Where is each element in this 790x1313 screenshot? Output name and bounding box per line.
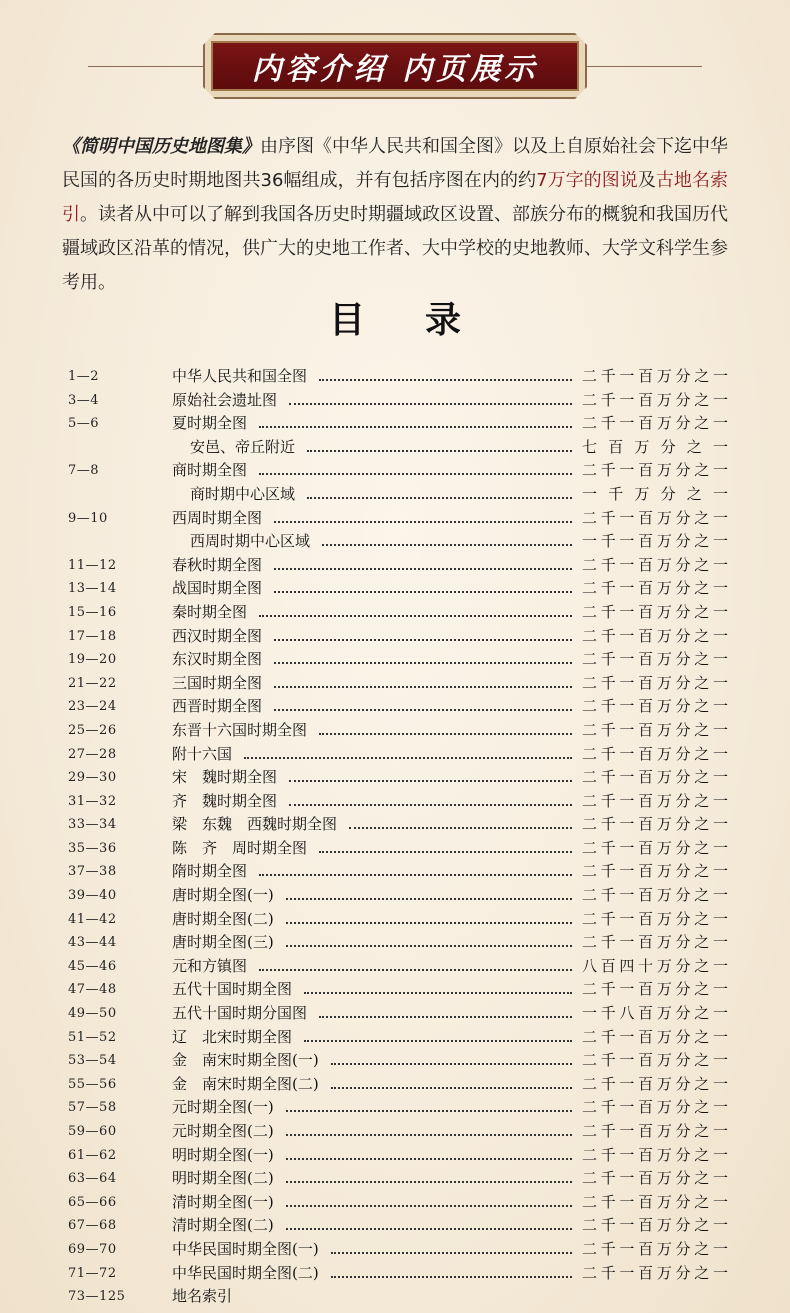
toc-page-range: 69—70 [68,1241,117,1257]
toc-map-scale: 二千一百万分之一 [582,815,728,834]
toc-map-name: 原始社会遗址图 [172,390,278,409]
toc-page-range: 67—68 [68,1218,117,1234]
toc-row [68,743,728,767]
toc-row [68,1167,728,1191]
toc-map-name: 西晋时期全图 [172,697,263,716]
toc-map-name: 宋 魏时期全图 [172,768,278,787]
toc-row [68,1002,728,1026]
toc-row [68,648,728,672]
toc-map-name: 明时期全图(二) [172,1169,274,1188]
toc-map-scale: 一千八百万分之一 [582,1004,728,1023]
toc-row [68,530,728,554]
toc-leader-dots [322,544,572,546]
toc-page-range: 45—46 [68,958,117,974]
toc-leader-dots [259,426,572,428]
toc-leader-dots [274,709,572,711]
toc-map-name: 商时期全图 [172,461,248,480]
toc-page-range: 65—66 [68,1194,117,1210]
toc-map-scale: 二千一百万分之一 [582,390,728,409]
toc-map-scale: 二千一百万分之一 [582,1074,728,1093]
toc-row [68,1262,728,1286]
toc-leader-dots [274,591,572,593]
toc-map-scale: 一千万分之一 [582,484,728,503]
toc-leader-dots [274,639,572,641]
toc-map-name: 唐时期全图(一) [172,886,274,905]
toc-leader-dots [331,1063,572,1065]
toc-map-scale: 二千一百万分之一 [582,1216,728,1235]
toc-map-scale: 二千一百万分之一 [582,508,728,527]
toc-map-scale: 七百万分之一 [582,437,728,456]
toc-map-name: 五代十国时期全图 [172,980,293,999]
banner-plate [211,41,579,91]
toc-row [68,860,728,884]
toc-row [68,766,728,790]
toc-row [68,978,728,1002]
toc-row [68,1238,728,1262]
toc-map-scale: 二千一百万分之一 [582,768,728,787]
toc-leader-dots [289,780,572,782]
toc-page-range: 71—72 [68,1265,117,1281]
toc-map-scale: 二千一百万分之一 [582,720,728,739]
toc-leader-dots [307,497,572,499]
toc-row [68,1144,728,1168]
toc-leader-dots [274,521,572,523]
toc-row [68,790,728,814]
toc-row [68,1073,728,1097]
toc-map-name: 秦时期全图 [172,602,248,621]
toc-page-range: 35—36 [68,840,117,856]
toc-leader-dots [259,969,572,971]
toc-row [68,837,728,861]
toc-map-scale: 二千一百万分之一 [582,414,728,433]
toc-map-name: 战国时期全图 [172,579,263,598]
toc-leader-dots [304,992,572,994]
toc-map-scale: 二千一百万分之一 [582,1169,728,1188]
toc-leader-dots [286,1228,572,1230]
toc-page-range: 25—26 [68,722,117,738]
toc-leader-dots [286,1134,572,1136]
toc-page-range: 11—12 [68,557,117,573]
toc-row [68,1214,728,1238]
toc-map-name: 元时期全图(一) [172,1098,274,1117]
toc-row [68,412,728,436]
toc-map-scale: 二千一百万分之一 [582,367,728,385]
toc-page-range: 43—44 [68,935,117,951]
toc-leader-dots [331,1087,572,1089]
toc-page-range: 23—24 [68,699,117,715]
toc-map-scale: 二千一百万分之一 [582,555,728,574]
toc-page-range: 5—6 [68,416,100,432]
intro-highlight-1: 7万字的图说 [536,170,638,191]
toc-map-scale: 二千一百万分之一 [582,744,728,763]
toc-page-range: 3—4 [68,392,100,408]
toc-row [68,1285,728,1309]
toc-map-scale: 二千一百万分之一 [582,838,728,857]
toc-leader-dots [289,403,572,405]
toc-leader-dots [286,898,572,900]
toc-map-name: 唐时期全图(二) [172,909,274,928]
toc-page-range: 37—38 [68,864,117,880]
toc-map-name: 中华民国时期全图(一) [172,1239,319,1258]
toc-leader-dots [274,686,572,688]
toc-leader-dots [349,827,572,829]
toc-map-name: 金 南宋时期全图(二) [172,1074,319,1093]
toc-map-scale: 二千一百万分之一 [582,579,728,598]
toc-map-scale: 二千一百万分之一 [582,1239,728,1258]
toc-leader-dots [319,851,572,853]
toc-map-name: 东汉时期全图 [172,650,263,669]
toc-map-name: 东晋十六国时期全图 [172,720,308,739]
toc-row [68,625,728,649]
toc-map-name: 元和方镇图 [172,956,248,975]
toc-row [68,884,728,908]
toc-leader-dots [319,379,572,381]
toc-row [68,908,728,932]
toc-leader-dots [244,757,572,759]
banner-title: 内容介绍 内页展示 [251,52,539,87]
toc-page-range: 53—54 [68,1053,117,1069]
toc-leader-dots [259,615,572,617]
toc-leader-dots [274,662,572,664]
toc-row [68,931,728,955]
toc-page-range: 17—18 [68,628,117,644]
toc-leader-dots [286,922,572,924]
toc-row [68,1026,728,1050]
toc-row [68,1191,728,1215]
toc-page-range: 33—34 [68,817,117,833]
toc-page-range: 21—22 [68,675,117,691]
toc-leader-dots [286,1158,572,1160]
toc-leader-dots [304,1040,572,1042]
toc-map-scale: 二千一百万分之一 [582,650,728,669]
toc-page-range: 57—58 [68,1100,117,1116]
toc-map-scale: 二千一百万分之一 [582,886,728,905]
toc-map-name: 春秋时期全图 [172,555,263,574]
toc-leader-dots [286,1181,572,1183]
toc-map-scale: 二千一百万分之一 [582,1263,728,1282]
toc-row [68,483,728,507]
toc-map-name: 元时期全图(二) [172,1122,274,1140]
toc-map-scale: 二千一百万分之一 [582,1098,728,1117]
toc-row [68,601,728,625]
toc-map-name: 西周时期全图 [172,508,263,527]
toc-row [68,577,728,601]
toc-leader-dots [331,1252,572,1254]
toc-map-name: 中华民国时期全图(二) [172,1263,319,1282]
toc-row [68,695,728,719]
toc-row [68,365,728,389]
toc-page-range: 61—62 [68,1147,117,1163]
toc-leader-dots [307,450,572,452]
toc-page-range: 47—48 [68,982,117,998]
toc-map-name: 梁 东魏 西魏时期全图 [172,815,338,834]
toc-leader-dots [331,1276,572,1278]
toc-page-range: 63—64 [68,1171,117,1187]
toc-list [68,365,728,1309]
toc-map-name: 齐 魏时期全图 [172,791,278,810]
toc-map-scale: 二千一百万分之一 [582,1122,728,1140]
toc-map-name: 陈 齐 周时期全图 [172,838,308,857]
toc-row [68,389,728,413]
toc-map-scale: 二千一百万分之一 [582,1051,728,1070]
toc-row [68,955,728,979]
intro-paragraph [62,130,728,300]
section-banner [203,33,587,99]
toc-leader-dots [274,568,572,570]
toc-page-range: 41—42 [68,911,117,927]
toc-map-scale: 二千一百万分之一 [582,1145,728,1164]
toc-row [68,672,728,696]
toc-leader-dots [286,945,572,947]
toc-map-name: 唐时期全图(三) [172,933,274,952]
toc-map-scale: 二千一百万分之一 [582,1027,728,1046]
toc-leader-dots [286,1110,572,1112]
toc-leader-dots [259,874,572,876]
toc-map-scale: 二千一百万分之一 [582,933,728,952]
toc-map-name: 明时期全图(一) [172,1145,274,1164]
toc-map-name: 商时期中心区域 [190,484,296,503]
toc-page-range: 51—52 [68,1029,117,1045]
toc-map-name: 辽 北宋时期全图 [172,1027,293,1046]
intro-text-2: 及 [637,170,656,191]
toc-map-scale: 二千一百万分之一 [582,980,728,999]
toc-leader-dots [319,733,572,735]
toc-page-range: 55—56 [68,1076,117,1092]
toc-map-scale: 二千一百万分之一 [582,602,728,621]
toc-page-range: 1—2 [68,369,100,384]
toc-map-scale: 一千一百万分之一 [582,532,728,551]
toc-page-range: 49—50 [68,1006,117,1022]
header-divider-left [88,66,208,67]
toc-map-name: 清时期全图(二) [172,1216,274,1235]
toc-leader-dots [286,1205,572,1207]
toc-leader-dots [289,804,572,806]
intro-text-1: 由序图《中华人民共和国全图》以及上自原始社会下迄中华民国的各历史时期地图共36幅组成，并有包括序图在内的约 [62,136,728,191]
toc-row [68,1096,728,1120]
toc-page-range: 9—10 [68,510,108,526]
toc-map-name: 金 南宋时期全图(一) [172,1051,319,1070]
toc-row [68,719,728,743]
toc-row [68,459,728,483]
toc-row [68,813,728,837]
toc-page-range: 39—40 [68,888,117,904]
toc-leader-dots [259,473,572,475]
toc-page-range: 29—30 [68,770,117,786]
toc-map-scale: 二千一百万分之一 [582,626,728,645]
toc-map-name: 附十六国 [172,744,233,763]
toc-row [68,436,728,460]
toc-map-name: 五代十国时期分国图 [172,1004,308,1023]
toc-map-name: 地名索引 [172,1287,233,1306]
toc-map-name: 隋时期全图 [172,862,248,881]
toc-row [68,1120,728,1144]
toc-map-scale: 二千一百万分之一 [582,697,728,716]
toc-map-scale: 二千一百万分之一 [582,673,728,692]
header-divider-right [582,66,702,67]
toc-map-scale: 二千一百万分之一 [582,909,728,928]
toc-leader-dots [319,1016,572,1018]
toc-row [68,554,728,578]
toc-page-range: 27—28 [68,746,117,762]
toc-page-range: 15—16 [68,604,117,620]
toc-map-name: 中华人民共和国全图 [172,367,308,385]
toc-map-scale: 二千一百万分之一 [582,461,728,480]
intro-highlight-2: 古地名索引 [62,170,729,225]
toc-map-name: 夏时期全图 [172,414,248,433]
toc-page-range: 31—32 [68,793,117,809]
toc-map-name: 安邑、帝丘附近 [190,437,296,456]
toc-row [68,507,728,531]
toc-title: 目录 [328,300,521,341]
toc-page-range: 13—14 [68,581,117,597]
toc-page-range: 19—20 [68,652,117,668]
toc-page-range: 7—8 [68,463,100,479]
toc-map-scale: 二千一百万分之一 [582,1192,728,1211]
toc-map-name: 三国时期全图 [172,673,263,692]
intro-text-3: 。读者从中可以了解到我国各历史时期疆域政区设置、部族分布的概貌和我国历代疆域政区沿革的情况，供广大的史地工作者、大中学校的史地教师、大学文科学生参考用。 [62,204,728,293]
toc-page-range: 73—125 [68,1289,126,1305]
toc-map-name: 清时期全图(一) [172,1192,274,1211]
toc-map-name: 西汉时期全图 [172,626,263,645]
book-title: 《简明中国历史地图集》 [62,136,260,157]
toc-page-range: 59—60 [68,1124,117,1139]
toc-row [68,1049,728,1073]
toc-map-name: 西周时期中心区域 [190,532,311,551]
toc-map-scale: 二千一百万分之一 [582,791,728,810]
toc-map-scale: 二千一百万分之一 [582,862,728,881]
toc-map-scale: 八百四十万分之一 [582,956,728,975]
